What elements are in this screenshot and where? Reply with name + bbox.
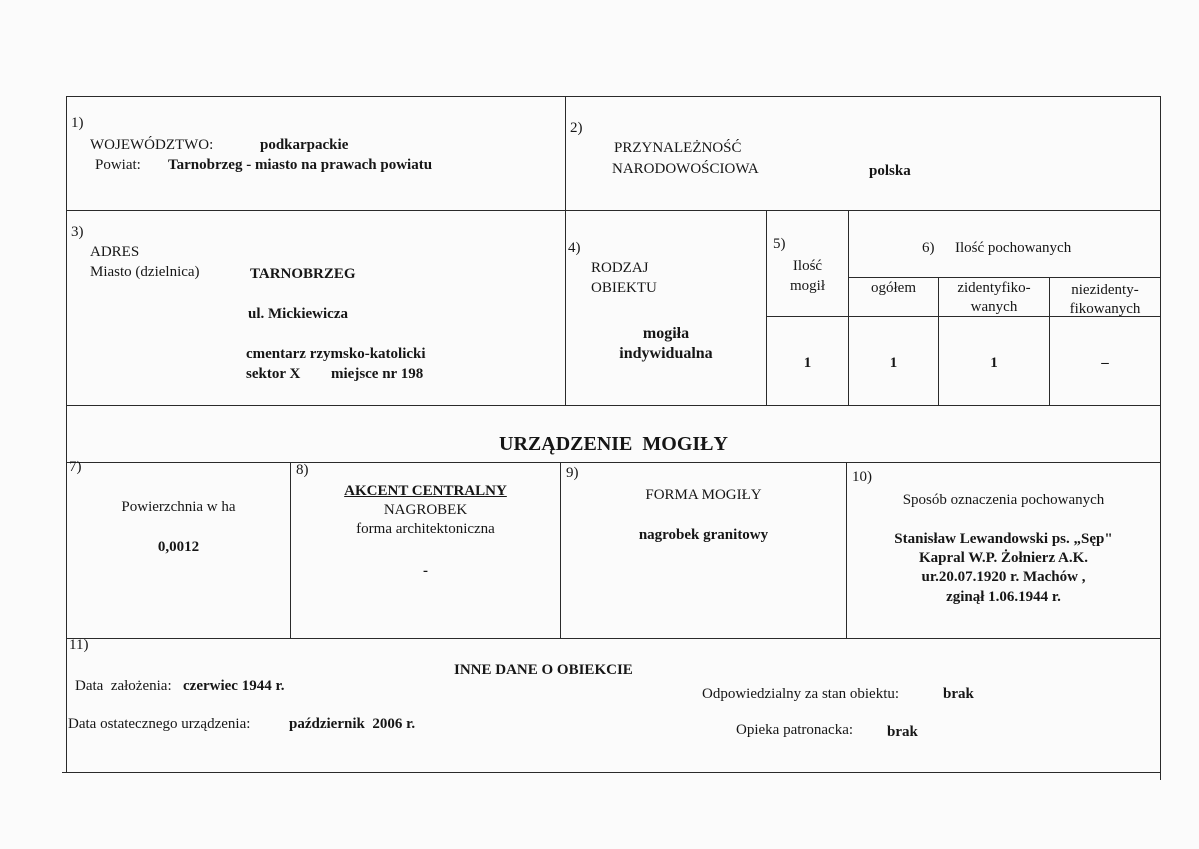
founding-date-label: Data założenia:	[75, 678, 172, 694]
divider-row3	[66, 462, 1161, 463]
object-type-value-line1: mogiła	[642, 325, 690, 342]
divider-v-object	[766, 210, 767, 405]
field-number-1: 1)	[71, 115, 84, 131]
divider-v-graves	[848, 210, 849, 405]
area-value: 0,0012	[157, 539, 200, 555]
marking-label: Sposób oznaczenia pochowanych	[902, 492, 1105, 508]
sector-value: sektor X	[246, 366, 301, 382]
field-number-2: 2)	[570, 120, 583, 136]
responsible-label: Odpowiedzialny za stan obiektu:	[702, 686, 900, 702]
field-number-10: 10)	[852, 469, 872, 485]
object-type-label-line2: OBIEKTU	[591, 280, 657, 296]
divider-v-row1	[565, 96, 566, 210]
central-accent-line3: forma architektoniczna	[356, 521, 495, 537]
unidentified-value: –	[1101, 355, 1109, 371]
plot-number-value: miejsce nr 198	[331, 366, 424, 382]
marking-line4: zginął 1.06.1944 r.	[946, 589, 1061, 605]
grave-form-label: FORMA MOGIŁY	[645, 487, 762, 503]
final-arrangement-value: październik 2006 r.	[289, 716, 416, 732]
object-type-label-line1: RODZAJ	[591, 260, 649, 276]
responsible-value: brak	[943, 686, 974, 702]
voivodeship-value: podkarpackie	[260, 137, 349, 153]
other-data-title: INNE DANE O OBIEKCIE	[454, 662, 633, 678]
identified-label-line2: wanych	[970, 299, 1018, 315]
frame-top-line	[66, 96, 1161, 97]
field-number-5: 5)	[773, 236, 786, 252]
address-label: ADRES	[90, 244, 140, 260]
central-accent-line2: NAGROBEK	[383, 502, 468, 518]
identified-value: 1	[990, 355, 998, 371]
field-number-8: 8)	[296, 462, 309, 478]
city-value: TARNOBRZEG	[250, 266, 356, 282]
area-label: Powierzchnia w ha	[121, 499, 236, 515]
marking-line3: ur.20.07.1920 r. Machów ,	[921, 569, 1086, 585]
patronage-value: brak	[887, 724, 918, 740]
unidentified-label-line1: niezidenty-	[1071, 282, 1139, 298]
field-number-6: 6)	[922, 240, 935, 256]
unidentified-label-line2: fikowanych	[1069, 301, 1141, 317]
grave-count-value: 1	[803, 355, 812, 371]
identified-label-line1: zidentyfiko-	[957, 280, 1031, 296]
field-number-3: 3)	[71, 224, 84, 240]
buried-total-value: 1	[889, 355, 898, 371]
marking-line1: Stanisław Lewandowski ps. „Sęp"	[894, 531, 1113, 547]
field-number-11: 11)	[69, 637, 89, 653]
section-title: URZĄDZENIE MOGIŁY	[499, 433, 728, 455]
divider-row4	[66, 638, 1161, 639]
central-accent-title: AKCENT CENTRALNY	[344, 483, 507, 499]
founding-date-value: czerwiec 1944 r.	[183, 678, 285, 694]
nationality-value: polska	[869, 163, 911, 179]
divider-row2	[66, 405, 1161, 406]
voivodeship-label: WOJEWÓDZTWO:	[90, 137, 214, 153]
grave-count-label-line1: Ilość	[792, 258, 823, 274]
cemetery-value: cmentarz rzymsko-katolicki	[246, 346, 426, 362]
field-number-4: 4)	[568, 240, 581, 256]
divider-row1	[66, 210, 1161, 211]
county-value: Tarnobrzeg - miasto na prawach powiatu	[168, 157, 433, 173]
grave-count-label-line2: mogił	[789, 278, 825, 294]
frame-bottom-line	[62, 772, 1160, 773]
final-arrangement-label: Data ostatecznego urządzenia:	[68, 716, 251, 732]
field-number-7: 7)	[69, 459, 82, 475]
buried-count-header: Ilość pochowanych	[955, 240, 1072, 256]
divider-v-address	[565, 210, 566, 405]
nationality-label-line1: PRZYNALEŻNOŚĆ	[614, 140, 742, 156]
central-accent-value: -	[423, 563, 428, 579]
county-label: Powiat:	[95, 157, 141, 173]
grave-form-value: nagrobek granitowy	[638, 527, 769, 543]
patronage-label: Opieka patronacka:	[736, 722, 854, 738]
marking-line2: Kapral W.P. Żołnierz A.K.	[918, 550, 1089, 566]
field-number-9: 9)	[566, 465, 579, 481]
nationality-label-line2: NARODOWOŚCIOWA	[612, 161, 759, 177]
buried-total-label: ogółem	[871, 280, 916, 296]
object-type-value-line2: indywidualna	[619, 345, 713, 362]
divider-count-header	[848, 277, 1161, 278]
city-label: Miasto (dzielnica)	[90, 264, 200, 280]
street-value: ul. Mickiewicza	[248, 306, 348, 322]
